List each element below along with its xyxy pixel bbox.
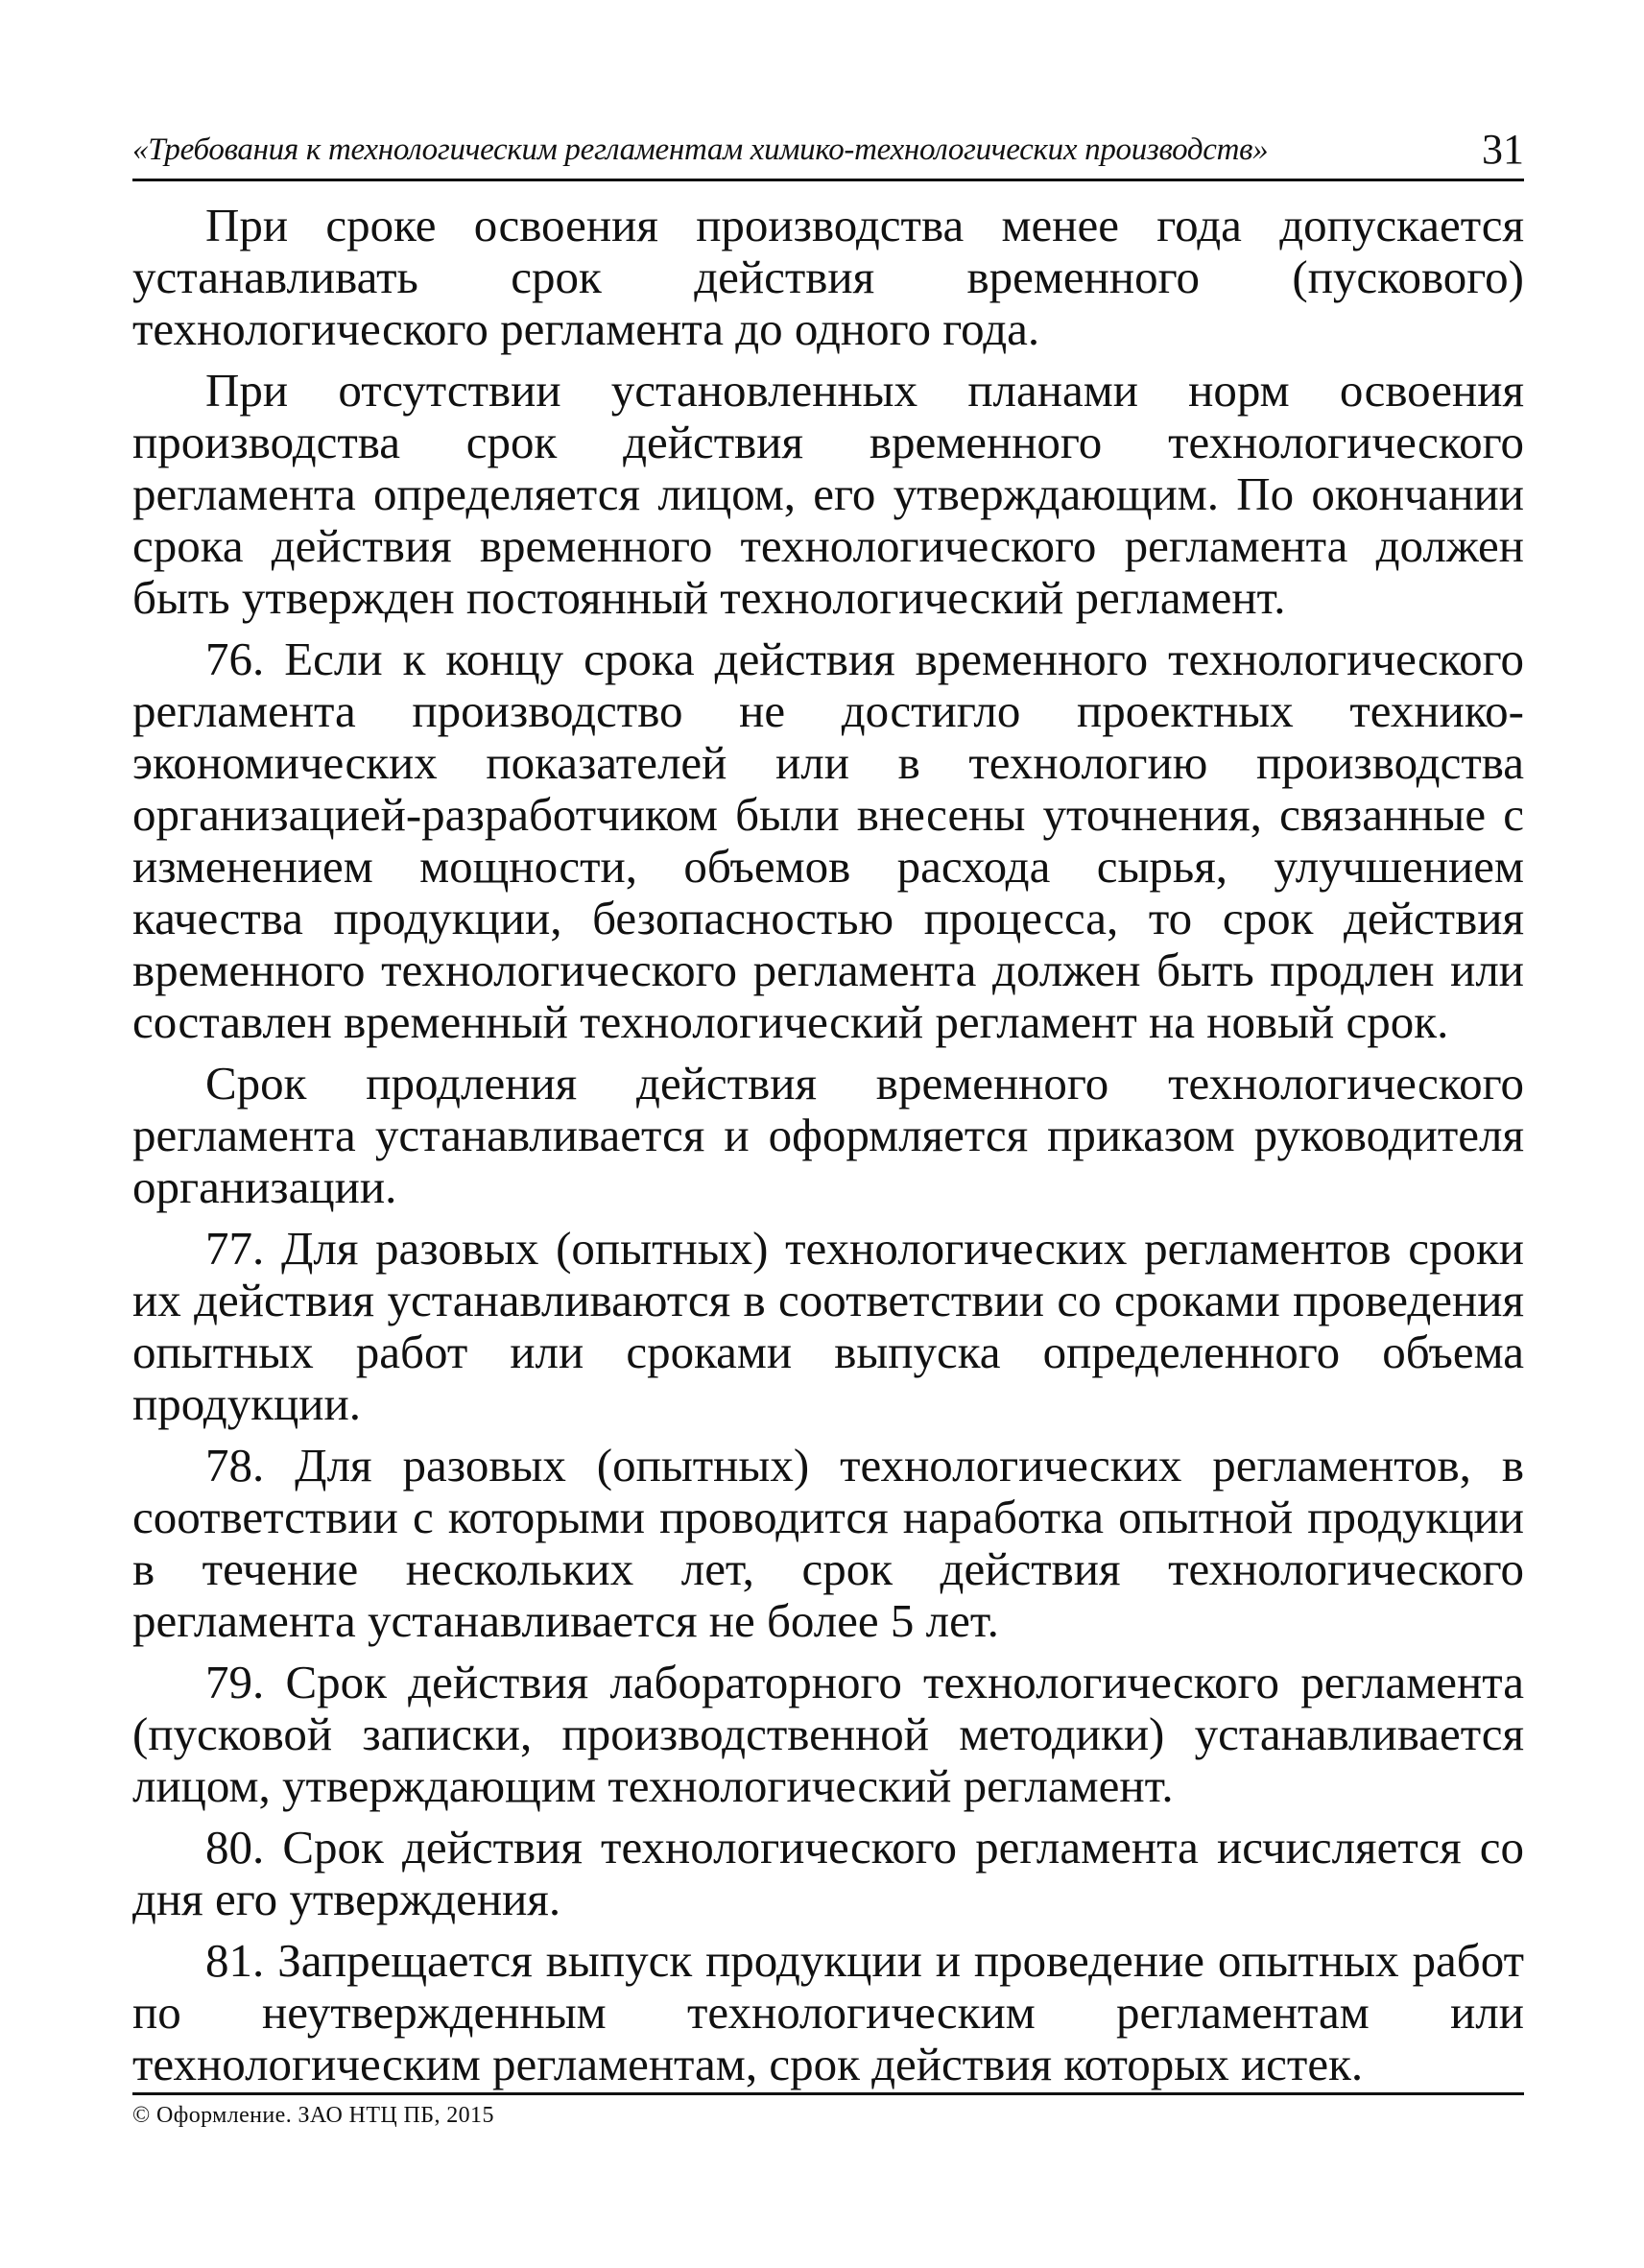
- paragraph: При отсутствии установленных планами норм освоения производства срок действия временного технологического регламента определяется лицом, его утверждающим. По окончании срока действия временного технологического регламента должен быть утвержден постоянный технологический регламент.: [132, 364, 1524, 624]
- paragraph: При сроке освоения производства менее года допускается устанавливать срок действия временного (пускового) технологического регламента до одного года.: [132, 199, 1524, 355]
- paragraph: Срок продления действия временного технологического регламента устанавливается и оформляется приказом руководителя организации.: [132, 1057, 1524, 1213]
- paragraph-item-76: 76. Если к концу срока действия временного технологического регламента производство не достигло проектных технико-экономических показателей или в технологию производства организацией-разработчиком были внесены уточнения, связанные с изменением мощности, объемов расхода сырья, улучшением качества продукции, безопасностью процесса, то срок действия временного технологического регламента должен быть продлен или составлен временный технологический регламент на новый срок.: [132, 633, 1524, 1048]
- paragraph-item-79: 79. Срок действия лабораторного технологического регламента (пусковой записки, производственной методики) устанавливается лицом, утверждающим технологический регламент.: [132, 1656, 1524, 1812]
- header-title: «Требования к технологическим регламентам химико-технологических производств»: [132, 132, 1269, 167]
- page-number: 31: [1482, 126, 1524, 173]
- paragraph-item-80: 80. Срок действия технологического регламента исчисляется со дня его утверждения.: [132, 1821, 1524, 1925]
- paragraph-item-81: 81. Запрещается выпуск продукции и проведение опытных работ по неутвержденным технологическим регламентам или технологическим регламентам, срок действия которых истек.: [132, 1934, 1524, 2090]
- paragraph-item-77: 77. Для разовых (опытных) технологических регламентов сроки их действия устанавливаются в соответствии со сроками проведения опытных работ или сроками выпуска определенного объема продукции.: [132, 1222, 1524, 1430]
- copyright-notice: © Оформление. ЗАО НТЦ ПБ, 2015: [132, 2103, 494, 2128]
- page-footer: [132, 2092, 1524, 2129]
- running-header: [132, 123, 1524, 181]
- paragraph-item-78: 78. Для разовых (опытных) технологических регламентов, в соответствии с которыми проводится наработка опытной продукции в течение нескольких лет, срок действия технологического регламента устанавливается не более 5 лет.: [132, 1439, 1524, 1647]
- body-text: [132, 200, 1524, 2100]
- document-page: [132, 123, 1524, 2158]
